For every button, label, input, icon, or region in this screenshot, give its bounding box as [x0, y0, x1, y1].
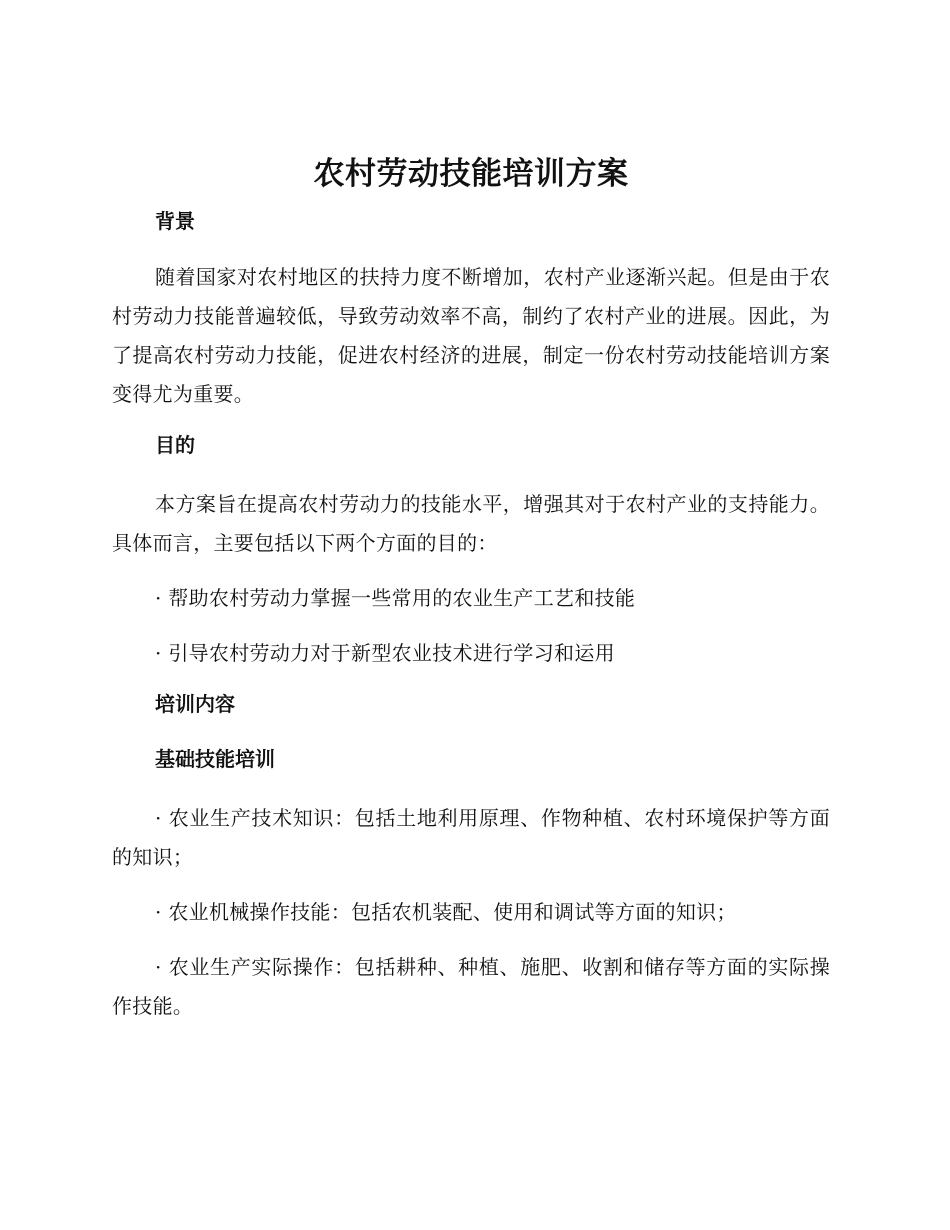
content-bullet: · 农业生产技术知识：包括土地利用原理、作物种植、农村环境保护等方面的知识； — [112, 806, 830, 869]
section-heading-background: 背景 — [155, 209, 195, 233]
content-bullet: · 农业机械操作技能：包括农机装配、使用和调试等方面的知识； — [155, 900, 737, 924]
purpose-bullet: · 帮助农村劳动力掌握一些常用的农业生产工艺和技能 — [155, 586, 636, 610]
section-heading-purpose: 目的 — [155, 433, 195, 457]
purpose-paragraph: 本方案旨在提高农村劳动力的技能水平，增强其对于农村产业的支持能力。具体而言，主要包括以下两个方面的目的： — [112, 492, 830, 555]
section-heading-content: 培训内容 — [155, 692, 235, 716]
document-title: 农村劳动技能培训方案 — [313, 156, 629, 192]
section-subheading-basic-skills: 基础技能培训 — [155, 747, 275, 771]
content-bullet: · 农业生产实际操作：包括耕种、种植、施肥、收割和储存等方面的实际操作技能。 — [112, 955, 830, 1018]
background-paragraph: 随着国家对农村地区的扶持力度不断增加，农村产业逐渐兴起。但是由于农村劳动力技能普遍较低，导致劳动效率不高，制约了农村产业的进展。因此，为了提高农村劳动力技能，促进农村经济的进展，制定一份农村劳动技能培训方案变得尤为重要。 — [112, 265, 830, 406]
purpose-bullet: · 引导农村劳动力对于新型农业技术进行学习和运用 — [155, 641, 615, 665]
document-page — [112, 150, 830, 1042]
